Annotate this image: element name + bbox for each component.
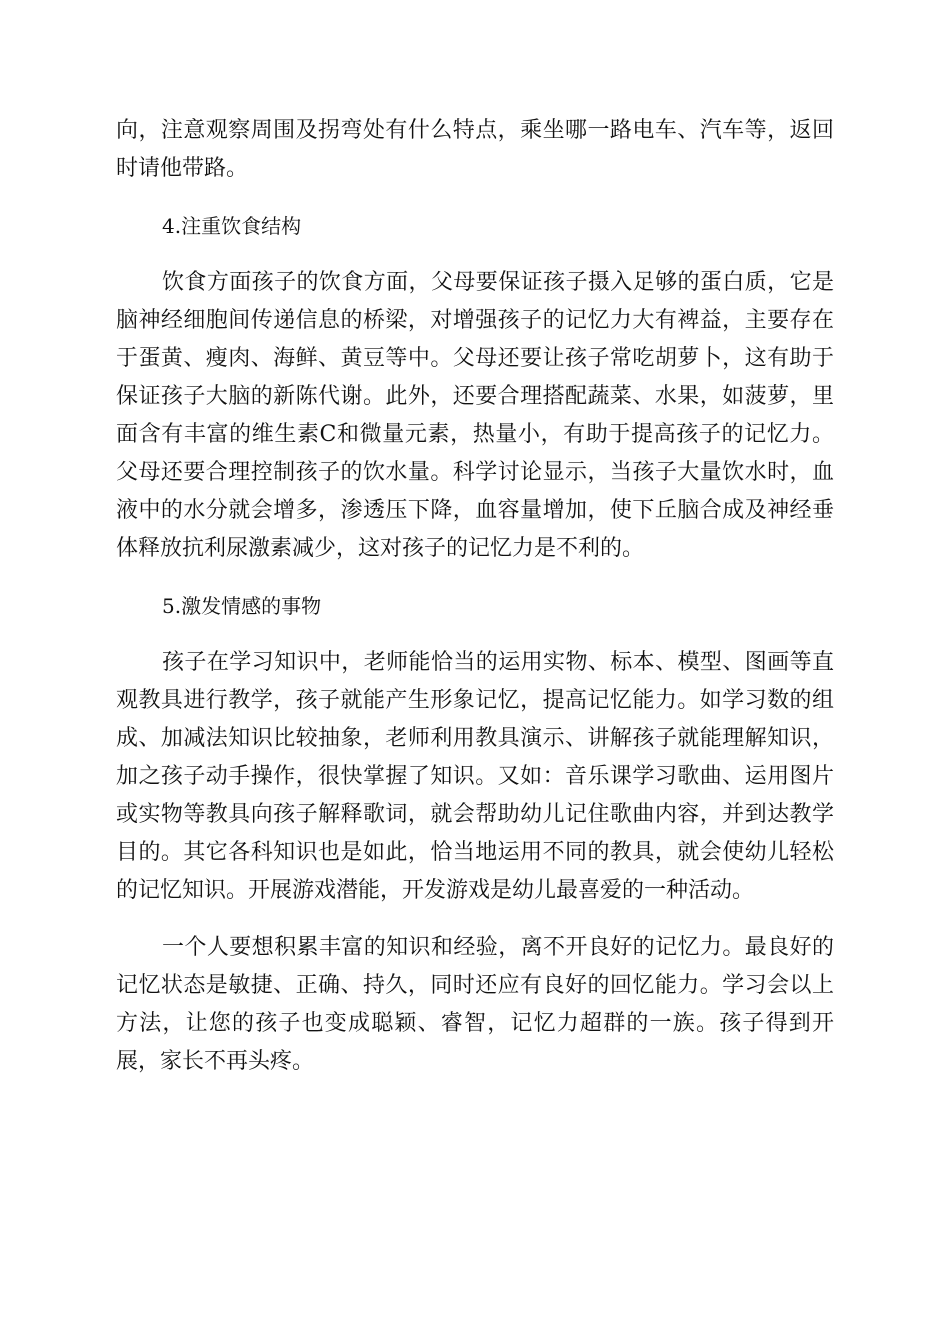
document-page <box>116 112 834 1081</box>
body-paragraph-conclusion: 一个人要想积累丰富的知识和经验，离不开良好的记忆力。最良好的记忆状态是敏捷、正确、持久，同时还应有良好的回忆能力。学习会以上方法，让您的孩子也变成聪颖、睿智，记忆力超群的一族。孩子得到开展，家长不再头疼。 <box>116 935 834 1074</box>
section-heading-emotion: 5.激发情感的事物 <box>162 594 322 618</box>
continuation-paragraph: 向，注意观察周围及拐弯处有什么特点，乘坐哪一路电车、汽车等，返回时请他带路。 <box>116 118 834 181</box>
body-paragraph-diet: 饮食方面孩子的饮食方面，父母要保证孩子摄入足够的蛋白质，它是脑神经细胞间传递信息的桥梁，对增强孩子的记忆力大有裨益，主要存在于蛋黄、瘦肉、海鲜、黄豆等中。父母还要让孩子常吃胡萝卜，这有助于保证孩子大脑的新陈代谢。此外，还要合理搭配蔬菜、水果，如菠萝，里面含有丰富的维生素C和微量元素，热量小，有助于提高孩子的记忆力。父母还要合理控制孩子的饮水量。科学讨论显示，当孩子大量饮水时，血液中的水分就会增多，渗透压下降，血容量增加，使下丘脑合成及神经垂体释放抗利尿激素减少，这对孩子的记忆力是不利的。 <box>116 270 834 561</box>
body-paragraph-teaching-aids: 孩子在学习知识中，老师能恰当的运用实物、标本、模型、图画等直观教具进行教学，孩子就能产生形象记忆，提高记忆能力。如学习数的组成、加减法知识比较抽象，老师利用教具演示、讲解孩子就能理解知识，加之孩子动手操作，很快掌握了知识。又如：音乐课学习歌曲、运用图片或实物等教具向孩子解释歌词，就会帮助幼儿记住歌曲内容，并到达教学目的。其它各科知识也是如此，恰当地运用不同的教具，就会使幼儿轻松的记忆知识。开展游戏潜能，开发游戏是幼儿最喜爱的一种活动。 <box>116 650 834 903</box>
section-heading-diet: 4.注重饮食结构 <box>162 214 302 238</box>
